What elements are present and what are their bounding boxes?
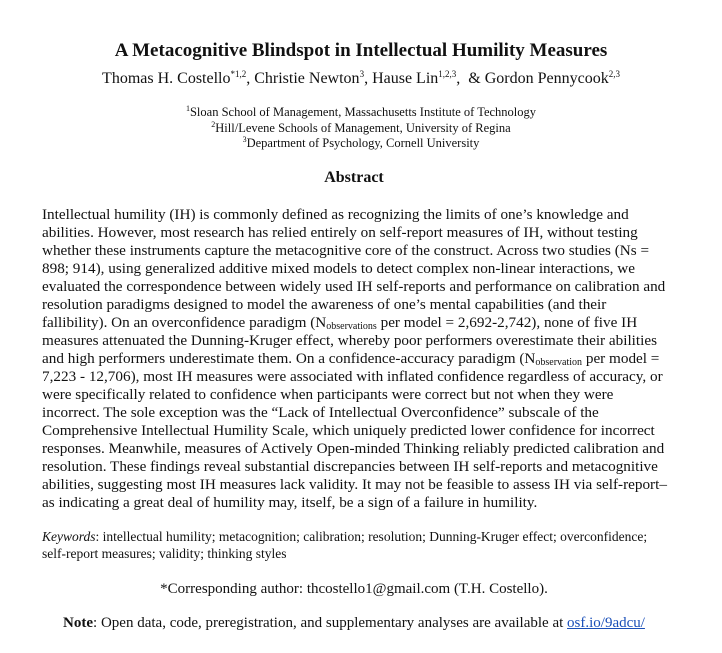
- author-affiliation-marker: 2,3: [608, 69, 620, 79]
- affiliation-line: [0, 105, 722, 121]
- author-name: Hause Lin: [372, 70, 439, 87]
- note-text: : Open data, code, preregistration, and supplementary analyses are available at: [93, 615, 568, 631]
- author-name: Gordon Pennycook: [484, 70, 609, 87]
- abstract-subscript: observation: [535, 357, 583, 368]
- abstract-text: per model = 7,223 - 12,706), most IH measures were associated with inflated confidence regardless of accuracy, or were specifically related to confidence when participants were correct but not when they were incorrect. The sole exception was the “Lack of Intellectual Overconfidence” subscale of the Comprehensive Intellectual Humility Scale, which uniquely predicted lower confidence for incorrect responses. Meanwhile, measures of Actively Open-minded Thinking reliably predicted calibration and resolution. These findings reveal substantial discrepancies between IH self-reports and metacognitive abilities, suggesting most IH measures lack validity. It may not be feasible to assess IH via self-report–as indicating a great deal of humility may, itself, be a sign of a failure in humility.: [42, 350, 667, 511]
- author-separator: ,: [246, 70, 255, 87]
- abstract-text: per model = 2,692-2,742), none of five IH measures attenuated the Dunning-Kruger effect, whereby poor performers overestimate their abilities and high performers underestimate them. On a confidence-accuracy paradigm (N: [42, 314, 657, 367]
- author-name: Thomas H. Costello: [102, 70, 231, 87]
- author-separator: , &: [456, 70, 485, 87]
- keywords: [42, 528, 672, 562]
- abstract-body: [42, 206, 670, 512]
- keywords-text: intellectual humility; metacognition; calibration; resolution; Dunning-Kruger effect; overconfidence; self-report measures; validity; thinking styles: [42, 529, 648, 561]
- keywords-colon: :: [95, 529, 103, 544]
- osf-link[interactable]: osf.io/9adcu/: [567, 615, 645, 631]
- affiliation-text: Department of Psychology, Cornell University: [246, 136, 480, 150]
- abstract-heading: Abstract: [324, 169, 384, 186]
- author-affiliation-marker: 1,2,3: [438, 69, 457, 79]
- affiliation-text: Hill/Levene Schools of Management, University of Regina: [215, 120, 511, 135]
- keywords-label: Keywords: [42, 529, 96, 544]
- affiliation-line: [0, 136, 722, 152]
- affiliation-marker: 1: [185, 104, 190, 113]
- note-label: Note: [63, 615, 94, 631]
- affiliation-marker: 2: [211, 119, 216, 129]
- author-affiliation-marker: 3: [359, 69, 365, 79]
- abstract-text: Intellectual humility (IH) is commonly defined as recognizing the limits of one’s knowledge and abilities. However, most research has relied entirely on self-report measures of IH, without testing whether these instruments capture the metacognitive core of the construct. Across two studies (Ns = 898; 914), using generalized additive mixed models to detect complex non-linear interactions, we evaluated the correspondence between widely used IH self-reports and performance on calibration and resolution paradigms designed to model the awareness of one’s mental capabilities (and their fallibility). On an overconfidence paradigm (N: [42, 206, 666, 331]
- affiliation-line: [0, 121, 722, 137]
- corresponding-author: *Corresponding author: thcostello1@gmail.com (T.H. Costello).: [160, 581, 548, 597]
- affiliation-list: [0, 105, 722, 152]
- paper-title: A Metacognitive Blindspot in Intellectual Humility Measures: [114, 40, 608, 61]
- abstract-subscript: observations: [326, 321, 377, 332]
- author-list: [0, 69, 722, 89]
- author-name: Christie Newton: [254, 70, 360, 87]
- author-separator: ,: [364, 70, 373, 87]
- affiliation-text: Sloan School of Management, Massachusetts Institute of Technology: [189, 105, 537, 119]
- availability-note: [0, 614, 708, 633]
- affiliation-marker: 3: [242, 135, 247, 144]
- author-affiliation-marker: *1,2: [230, 69, 247, 79]
